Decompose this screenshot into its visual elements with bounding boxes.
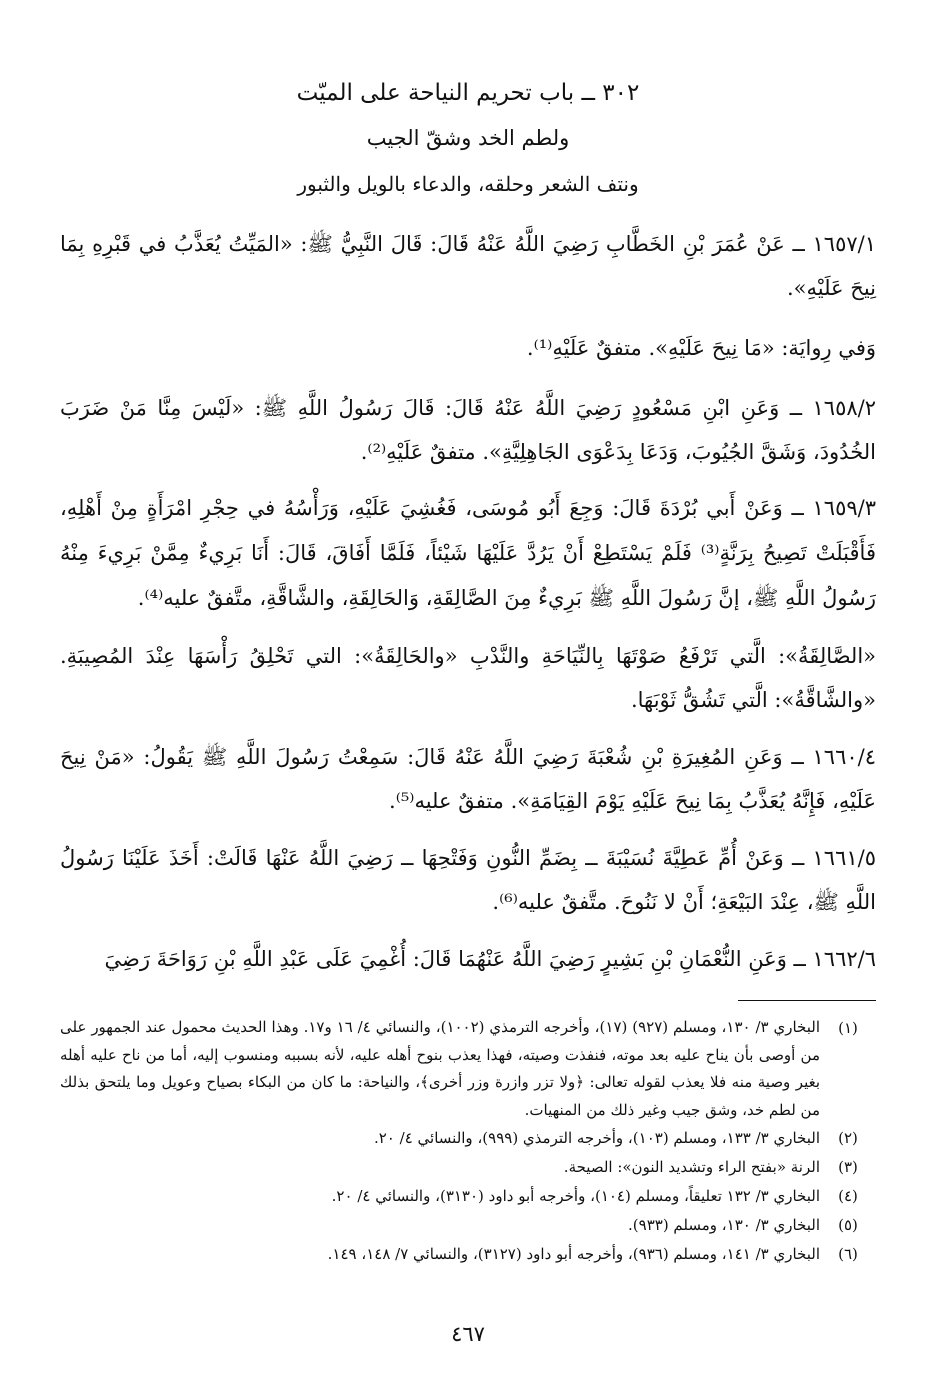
footnote-divider [738,1000,876,1001]
hadith-1662: ١٦٦٢/٦ ــ وَعَنِ النُّعْمَانِ بْنِ بَشِيرٍ رَضِيَ اللَّهُ عَنْهُمَا قَالَ: أُغْمِيَ عَلَى عَبْدِ اللَّهِ بْنِ رَوَاحَةَ رَضِيَ [104,947,876,971]
footnote-number: (٦) [838,1245,858,1263]
chapter-subtitle-2: ونتف الشعر وحلقه، والدعاء بالويل والثبور [297,172,639,196]
footnote-item [60,1240,876,1269]
footnote-text: البخاري ٣/ ١٤١، ومسلم (٩٣٦)، وأخرجه أبو داود (٣١٢٧)، والنسائي ٧/ ١٤٨، ١٤٩. [327,1245,820,1263]
hadith-1660: ١٦٦٠/٤ ــ وَعَنِ المُغِيرَةِ بْنِ شُعْبَةَ رَضِيَ اللَّهُ عَنْهُ قَالَ: سَمِعْتُ رَسُولَ اللَّهِ ﷺ يَقُولُ: «مَنْ نِيحَ عَلَيْهِ، فَإِنَّهُ يُعَذَّبُ بِمَا نِيحَ عَلَيْهِ يَوْمَ القِيَامَةِ». متفقٌ عليه⁽⁵⁾. [60,745,876,813]
footnote-item [60,1153,876,1182]
footnote-number: (٤) [838,1187,858,1205]
gloss-definitions: «الصَّالِقَةُ»: الَّتي تَرْفَعُ صَوْتَهَا بِالنِّيَاحَةِ والنَّدْبِ «والحَالِقَةُ»: التي تَحْلِقُ رَأْسَهَا عِنْدَ المُصِيبَةِ. «والشَّاقَّةُ»: الَّتي تَشُقُّ ثَوْبَهَا. [60,644,876,712]
footnote-text: البخاري ٣/ ١٣٠، ومسلم (٩٣٣). [628,1216,820,1234]
footnotes [60,1014,876,1269]
footnote-number: (٢) [838,1129,858,1147]
hadith-1657: ١٦٥٧/١ ــ عَنْ عُمَرَ بْنِ الخَطَّابِ رَضِيَ اللَّهُ عَنْهُ قَالَ: قَالَ النَّبِيُّ ﷺ: «المَيِّتُ يُعَذَّبُ في قَبْرِهِ بِمَا نِيحَ عَلَيْهِ». [60,232,876,300]
footnote-number: (٥) [838,1216,858,1234]
footnote-item [60,1182,876,1211]
footnote-number: (٣) [838,1158,858,1176]
book-page [60,0,876,1379]
hadith-1661: ١٦٦١/٥ ــ وَعَنْ أُمِّ عَطِيَّةَ نُسَيْبَةَ ــ بِضَمِّ النُّونِ وَفَتْحِهَا ــ رَضِيَ اللَّهُ عَنْهَا قَالَتْ: أَخَذَ عَلَيْنَا رَسُولُ اللَّهِ ﷺ، عِنْدَ البَيْعَةِ؛ أَنْ لا نَنُوحَ. متَّفقٌ عليه⁽⁶⁾. [60,846,876,914]
footnote-item [60,1124,876,1153]
footnote-number: (١) [838,1019,858,1037]
page-number: ٤٦٧ [451,1322,485,1346]
footnote-text: البخاري ٣/ ١٣٢ تعليقاً، ومسلم (١٠٤)، وأخرجه أبو داود (٣١٣٠)، والنسائي ٤/ ٢٠. [331,1187,820,1205]
footnote-text: الرنة «بفتح الراء وتشديد النون»: الصيحة. [563,1158,820,1176]
footnote-text: البخاري ٣/ ١٣٠، ومسلم (٩٢٧) (١٧)، وأخرجه الترمذي (١٠٠٢)، والنسائي ٤/ ١٦ و١٧. وهذا الحديث محمول عند الجمهور على من أوصى بأن يناح عليه بعد موته، فنفذت وصيته، فهذا يعذب بنوح أهله عليه، لأنه بسببه ومنسوب إليه، أما من ناح عليه أهله بغير وصية منه فلا يعذب لقوله تعالى: ﴿ولا تزر وازرة وزر أخرى﴾، والنياحة: ما كان من البكاء بصياح وعويل وما يلتحق بذلك من لطم خد، وشق جيب وغير ذلك من المنهيات. [60,1018,821,1119]
hadith-1657-variant: وَفي رِوايَة: «مَا نِيحَ عَلَيْهِ». متفقٌ عَلَيْهِ⁽¹⁾. [526,336,876,360]
footnote-item [60,1211,876,1240]
chapter-subtitle-1: ولطم الخد وشقّ الجيب [366,126,570,150]
chapter-title: ٣٠٢ ــ باب تحريم النياحة على الميّت [296,80,640,106]
footnote-text: البخاري ٣/ ١٣٣، ومسلم (١٠٣)، وأخرجه الترمذي (٩٩٩)، والنسائي ٤/ ٢٠. [373,1129,820,1147]
footnote-item [60,1014,876,1124]
hadith-1658: ١٦٥٨/٢ ــ وَعَنِ ابْنِ مَسْعُودٍ رَضِيَ اللَّهُ عَنْهُ قَالَ: قَالَ رَسُولُ اللَّهِ ﷺ: «لَيْسَ مِنَّا مَنْ ضَرَبَ الخُدُودَ، وَشَقَّ الجُيُوبَ، وَدَعَا بِدَعْوَى الجَاهِلِيَّةِ». متفقٌ عَلَيْهِ⁽²⁾. [60,396,876,464]
hadith-1659: ١٦٥٩/٣ ــ وَعَنْ أَبي بُرْدَةَ قَالَ: وَجِعَ أَبُو مُوسَى، فَغُشِيَ عَلَيْهِ، وَرَأْسُهُ في حِجْرِ امْرَأَةٍ مِنْ أَهْلِهِ، فَأَقْبَلَتْ تَصِيحُ بِرَنَّةٍ⁽³⁾ فَلَمْ يَسْتَطِعْ أَنْ يَرُدَّ عَلَيْهَا شَيْئاً، فَلَمَّا أَفَاقَ، قَالَ: أَنَا بَرِيءٌ مِمَّنْ بَرِيءَ مِنْهُ رَسُولُ اللَّهِ ﷺ، إنَّ رَسُولَ اللَّهِ ﷺ بَرِيءٌ مِنَ الصَّالِقَةِ، وَالحَالِقَةِ، والشَّاقَّةِ، متَّفقٌ عليه⁽⁴⁾. [60,496,876,610]
